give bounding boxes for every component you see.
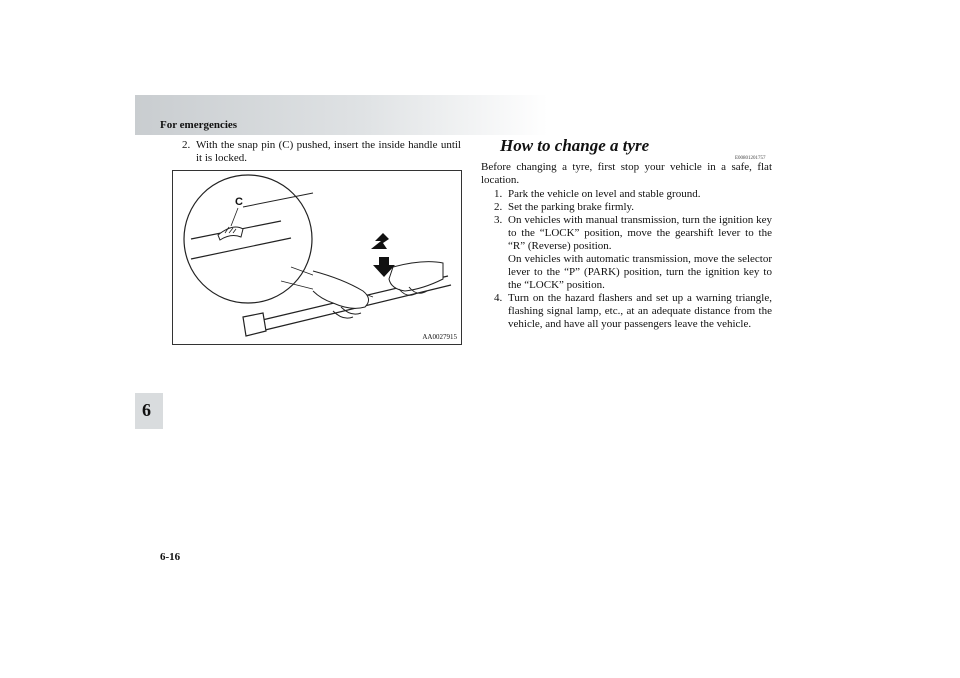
reference-code: E00801201757 — [735, 156, 766, 161]
intro-paragraph: Before changing a tyre, first stop your vehicle in a safe, flat location. — [481, 161, 772, 186]
right-hand — [389, 262, 443, 291]
handle-illustration — [173, 171, 463, 346]
step-text: On vehicles with manual transmission, turn the ignition key to the “LOCK” position, move the gearshift lever to the “R” (Reverse) position. — [508, 214, 772, 252]
step-number: 1. — [494, 188, 503, 200]
step-text: On vehicles with automatic transmission, move the selector lever to the “P” (PARK) position, turn the ignition key to the “LOCK” position. — [508, 253, 772, 291]
tool-end-cap — [243, 313, 266, 336]
push-arrow-upper — [371, 233, 389, 249]
step-number: 2. — [494, 201, 503, 213]
step-text: Turn on the hazard flashers and set up a warning triangle, flashing signal lamp, etc., at an adequate distance from the vehicle, and have all your passengers leave the vehicle. — [508, 292, 772, 330]
section-heading: How to change a tyre — [500, 136, 650, 155]
left-hand — [313, 271, 369, 308]
step-2 — [494, 201, 772, 214]
step-3-automatic — [508, 253, 772, 292]
step-1 — [494, 188, 772, 201]
section-title: For emergencies — [160, 119, 238, 131]
left-step-2 — [182, 139, 461, 165]
callout-label-c: C — [235, 196, 243, 208]
step-number: 4. — [494, 292, 503, 304]
step-number: 3. — [494, 214, 503, 226]
figure-code: AA0027915 — [422, 333, 457, 341]
step-text: Set the parking brake firmly. — [508, 201, 635, 213]
page-number: 6-16 — [160, 551, 181, 563]
step-4 — [494, 292, 772, 331]
chapter-number: 6 — [142, 400, 151, 420]
step-text: With the snap pin (C) pushed, insert the inside handle until it is locked. — [196, 139, 461, 164]
step-text: Park the vehicle on level and stable ground. — [508, 188, 701, 200]
step-3 — [494, 214, 772, 253]
illustration-figure — [172, 170, 462, 345]
step-number: 2. — [182, 139, 191, 151]
